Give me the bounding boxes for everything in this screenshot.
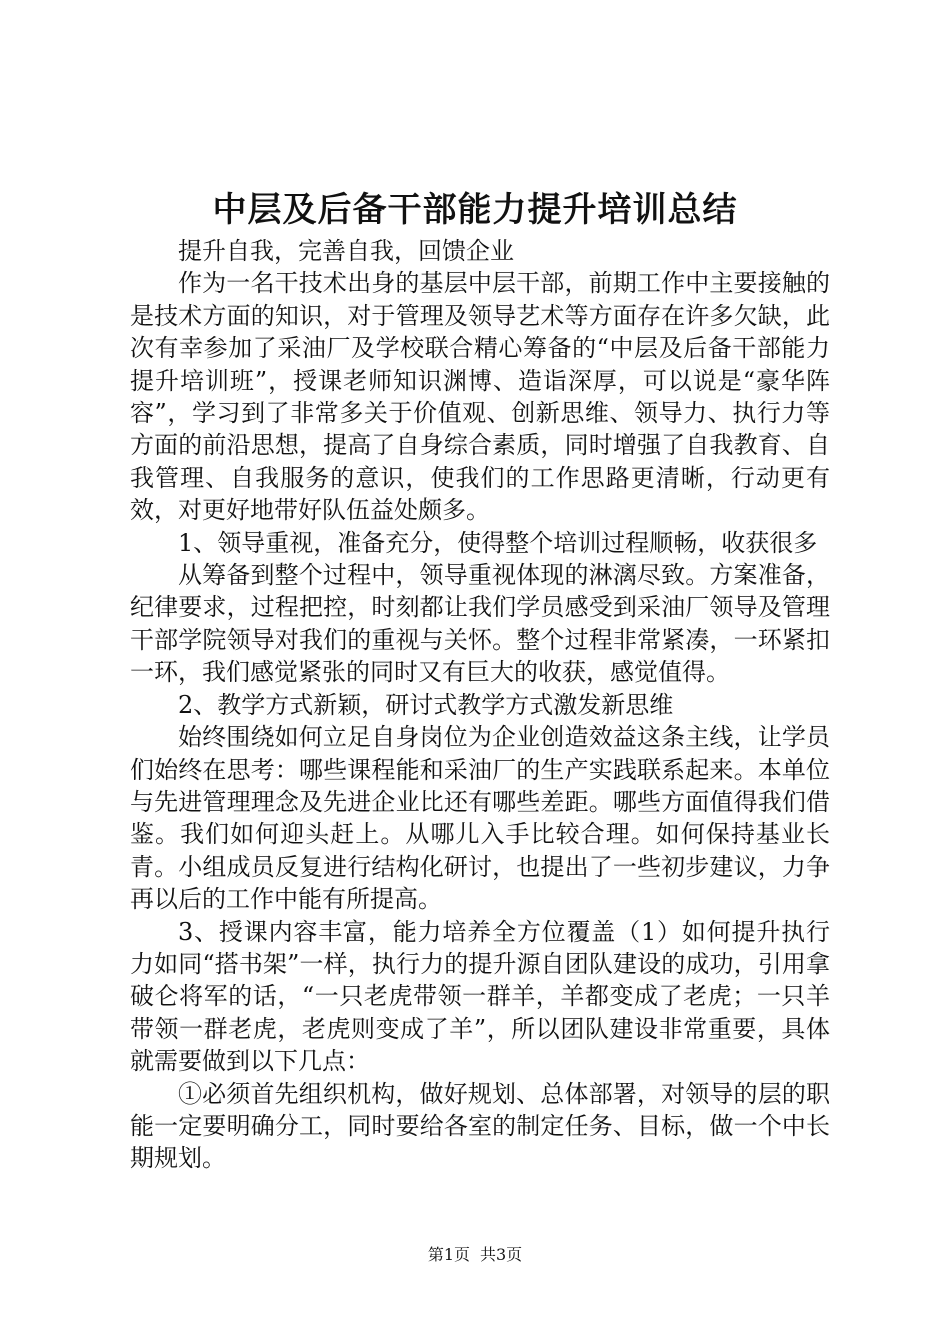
page-footer xyxy=(0,1244,950,1266)
document-body xyxy=(130,235,830,1175)
document-title: 中层及后备干部能力提升培训总结 xyxy=(212,190,738,230)
paragraph-section-2: 始终围绕如何立足自身岗位为企业创造效益这条主线，让学员们始终在思考：哪些课程能和采油厂的生产实践联系起来。本单位与先进管理理念及先进企业比还有哪些差距。哪些方面值得我们借鉴。我们如何迎头赶上。从哪儿入手比较合理。如何保持基业长青。小组成员反复进行结构化研讨，也提出了一些初步建议，力争再以后的工作中能有所提高。 xyxy=(130,723,830,914)
paragraph-intro: 作为一名干技术出身的基层中层干部，前期工作中主要接触的是技术方面的知识，对于管理及领导艺术等方面存在许多欠缺，此次有幸参加了采油厂及学校联合精心筹备的“中层及后备干部能力提升培训班”，授课老师知识渊博、造诣深厚，可以说是“豪华阵容”，学习到了非常多关于价值观、创新思维、领导力、执行力等方面的前沿思想，提高了自身综合素质，同时增强了自我教育、自我管理、自我服务的意识，使我们的工作思路更清晰，行动更有效，对更好地带好队伍益处颇多。 xyxy=(130,269,830,525)
page-total: 共3页 xyxy=(480,1245,523,1264)
page-number: 第1页 xyxy=(427,1245,470,1264)
paragraph-heading-2: 2、教学方式新颖，研讨式教学方式激发新思维 xyxy=(178,690,674,719)
paragraph-section-1: 从筹备到整个过程中，领导重视体现的淋漓尽致。方案准备，纪律要求，过程把控，时刻都让我们学员感受到采油厂领导及管理干部学院领导对我们的重视与关怀。整个过程非常紧凑，一环紧扣一环，我们感觉紧张的同时又有巨大的收获，感觉值得。 xyxy=(130,561,830,687)
paragraph-heading-3: 3、授课内容丰富，能力培养全方位覆盖（1）如何提升执行力如同“搭书架”一样，执行力的提升源自团队建设的成功，引用拿破仑将军的话，“一只老虎带领一群羊，羊都变成了老虎；一只羊带领一群老虎，老虎则变成了羊”，所以团队建设非常重要，具体就需要做到以下几点： xyxy=(130,917,830,1076)
paragraph-subtitle: 提升自我，完善自我，回馈企业 xyxy=(178,237,514,265)
paragraph-point-1: ①必须首先组织机构，做好规划、总体部署，对领导的层的职能一定要明确分工，同时要给各室的制定任务、目标，做一个中长期规划。 xyxy=(130,1079,830,1173)
paragraph-heading-1: 1、领导重视，准备充分，使得整个培训过程顺畅，收获很多 xyxy=(178,528,818,557)
